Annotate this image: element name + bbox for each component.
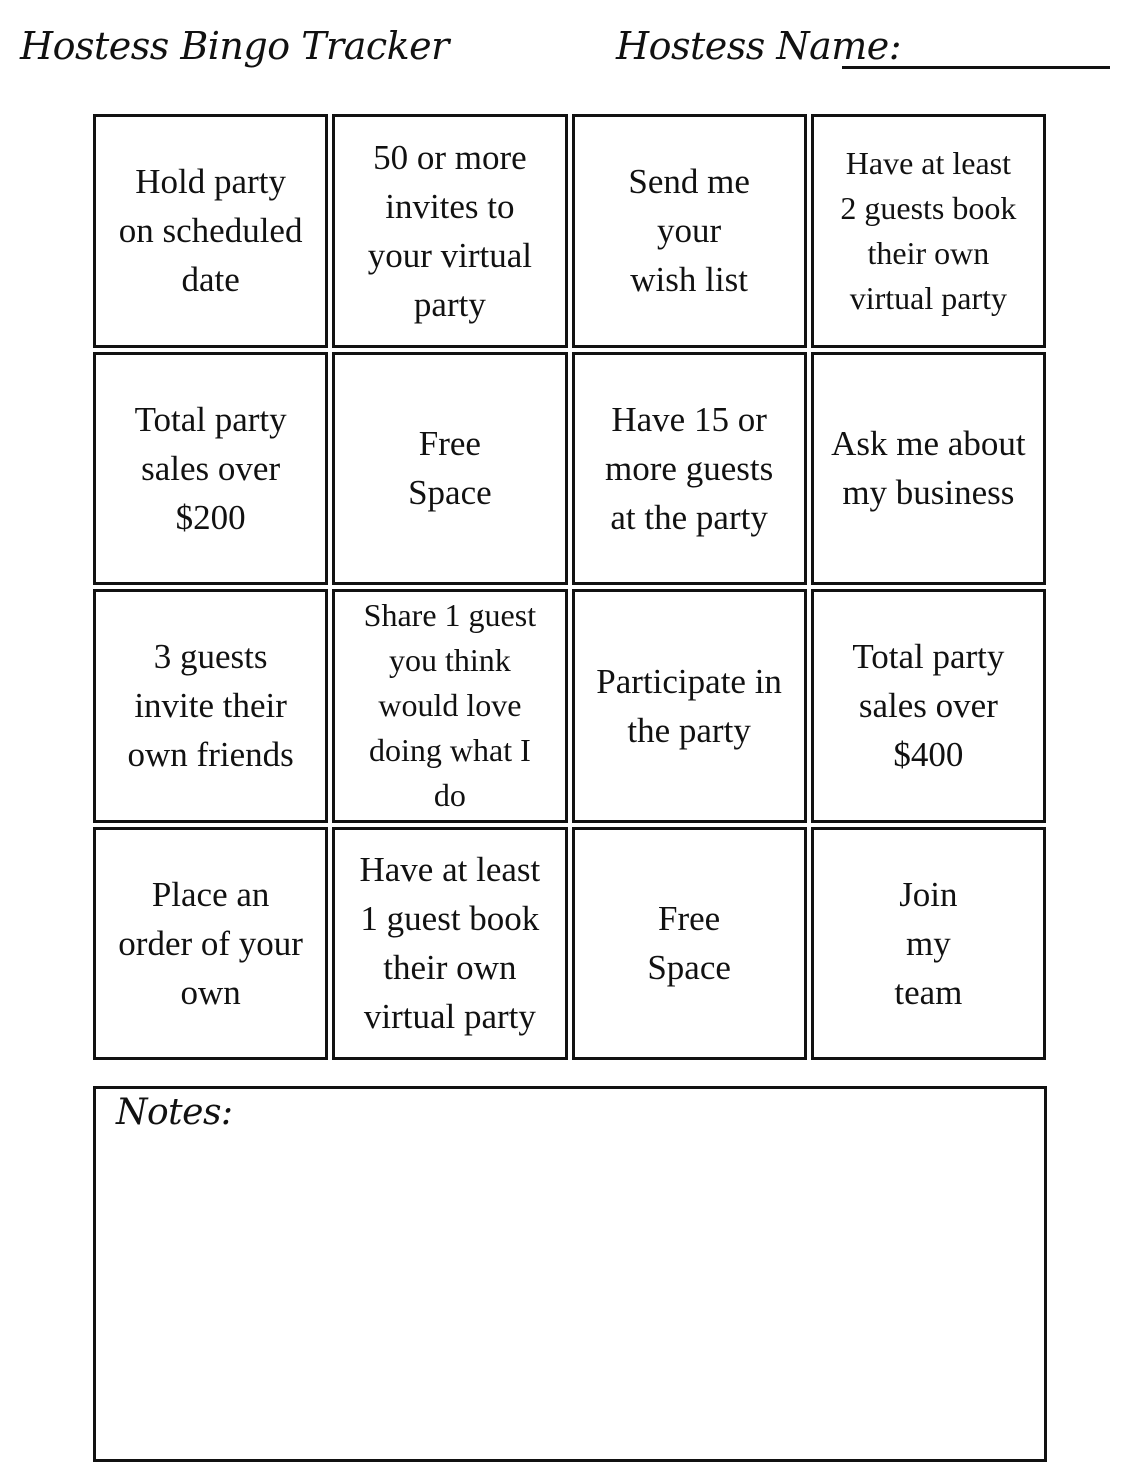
bingo-cell-text: 50 or more invites to your virtual party (367, 137, 533, 324)
bingo-cell-text: Join my team (894, 874, 963, 1012)
bingo-cell-text: Hold party on scheduled date (118, 162, 303, 300)
bingo-cell[interactable] (93, 589, 328, 823)
bingo-cell[interactable] (93, 827, 328, 1061)
bingo-cell-text: Have at least 2 guests book their own virtual party (840, 144, 1017, 316)
bingo-cell-text: Total party sales over $200 (134, 399, 287, 537)
bingo-cell[interactable] (572, 589, 807, 823)
bingo-cell[interactable] (572, 352, 807, 586)
bingo-cell-text: Free Space (647, 899, 731, 988)
bingo-cell[interactable] (811, 114, 1046, 348)
bingo-cell[interactable] (93, 352, 328, 586)
bingo-cell[interactable] (332, 589, 567, 823)
bingo-cell-text: 3 guests invite their own friends (127, 637, 294, 775)
bingo-cell-text: Participate in the party (596, 661, 782, 750)
bingo-cell-free-space[interactable] (572, 827, 807, 1061)
bingo-grid (93, 114, 1046, 1060)
hostess-name-label: Hostess Name: (616, 24, 902, 68)
bingo-cell-text: Ask me about my business (831, 424, 1026, 513)
bingo-cell-free-space[interactable] (332, 352, 567, 586)
bingo-cell[interactable] (332, 114, 567, 348)
notes-label: Notes: (116, 1092, 233, 1133)
bingo-cell[interactable] (332, 827, 567, 1061)
bingo-cell[interactable] (811, 352, 1046, 586)
bingo-cell-text: Have 15 or more guests at the party (605, 399, 774, 537)
hostess-name-blank-line (842, 66, 1110, 69)
bingo-cell-text: Have at least 1 guest book their own virtual party (359, 850, 541, 1037)
bingo-cell-text: Total party sales over $400 (852, 637, 1005, 775)
notes-box[interactable] (93, 1086, 1047, 1462)
bingo-cell-text: Free Space (408, 424, 492, 513)
bingo-cell-text: Send me your wish list (628, 162, 750, 300)
bingo-cell[interactable] (811, 827, 1046, 1061)
bingo-cell[interactable] (811, 589, 1046, 823)
bingo-cell[interactable] (572, 114, 807, 348)
bingo-cell-text: Place an order of your own (118, 874, 303, 1012)
tracker-title: Hostess Bingo Tracker (20, 24, 449, 68)
bingo-cell[interactable] (93, 114, 328, 348)
bingo-cell-text: Share 1 guest you think would love doing what I do (363, 597, 537, 814)
